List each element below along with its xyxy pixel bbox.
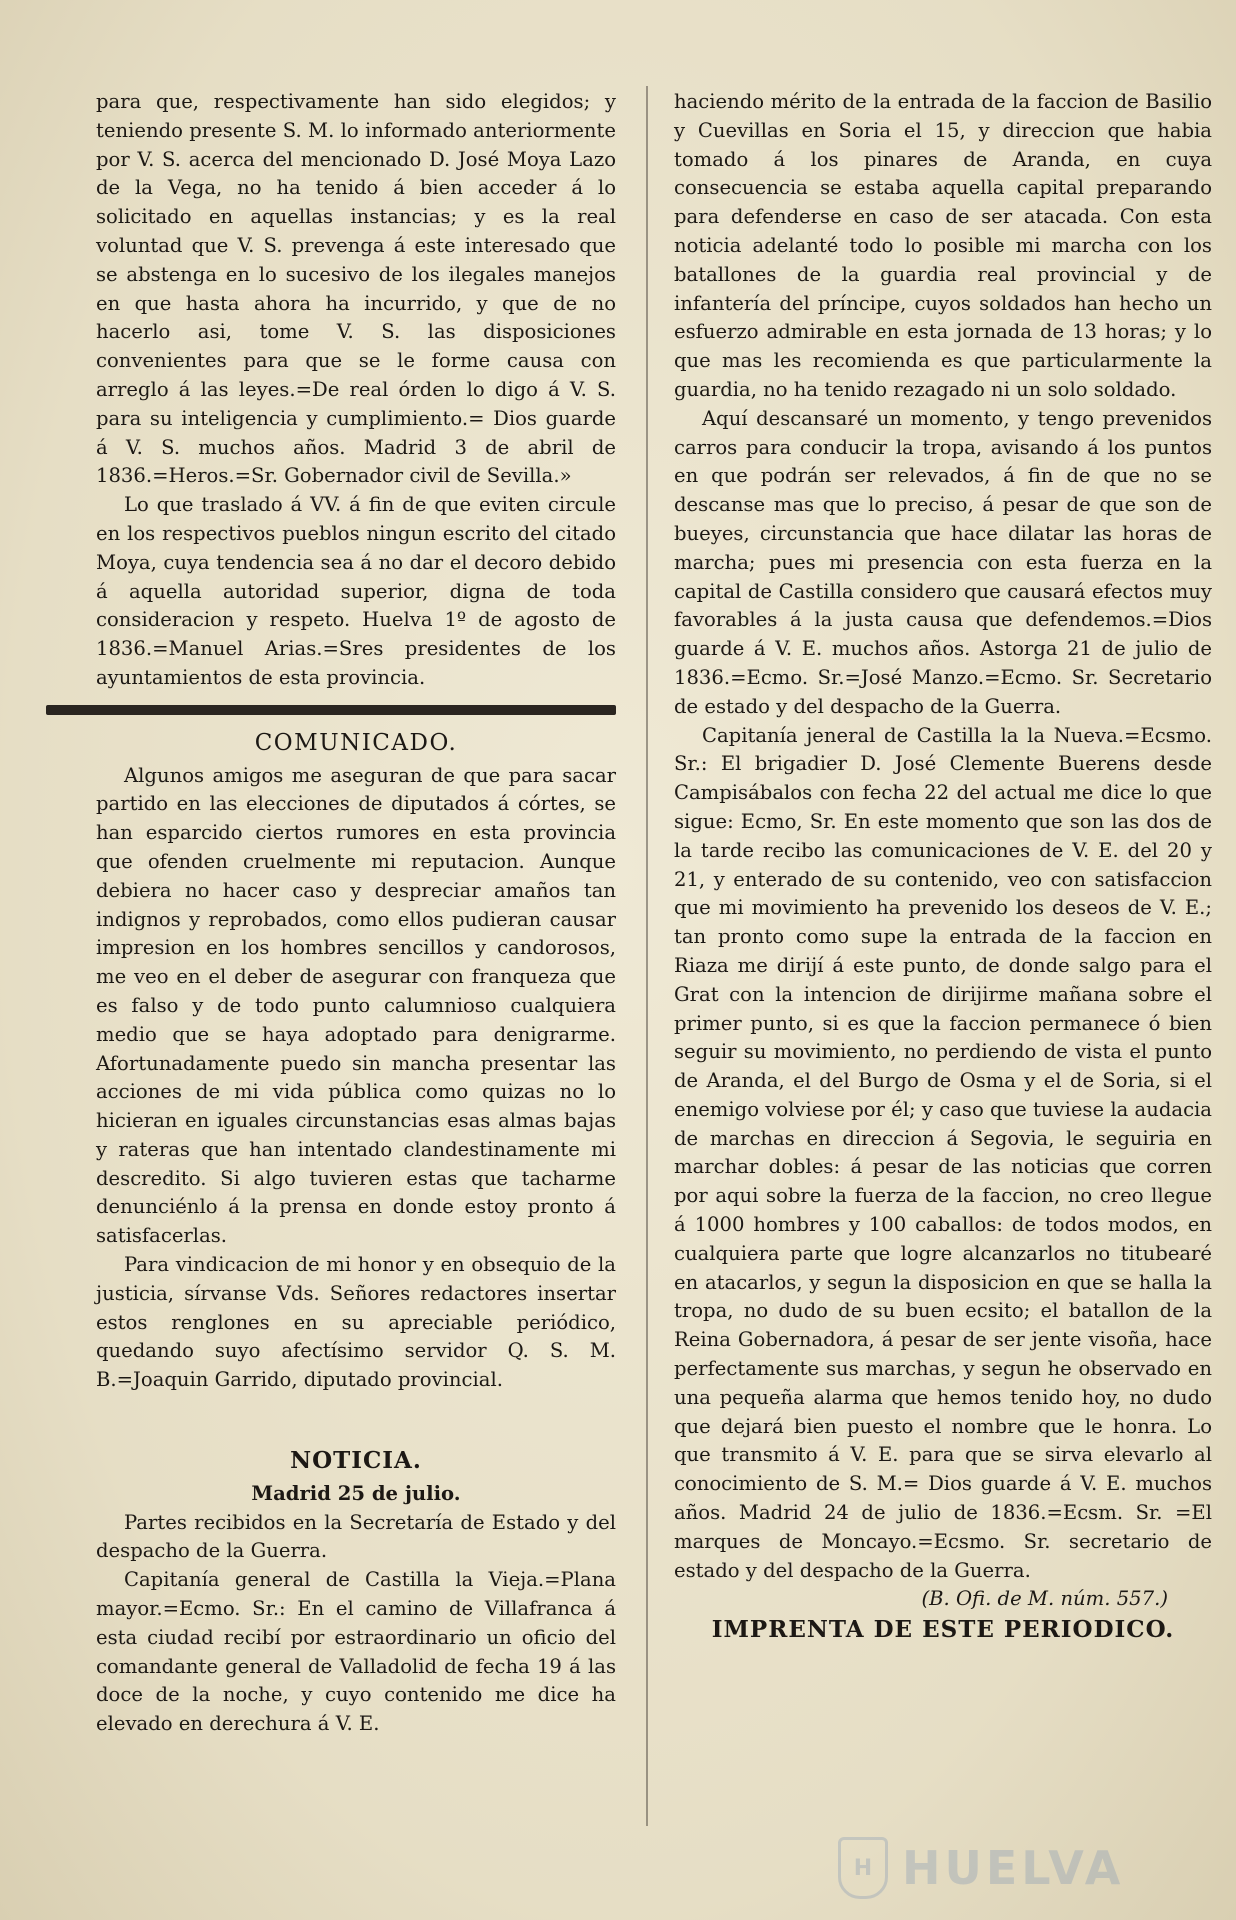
official-letter-text: para que, respectivamente han sido elegidos; y teniendo presente S. M. lo informado anteriormente por V. S. acerca del mencionado D. José Moya Lazo de la Vega, no ha tenido á bien acceder á lo solicitado en aquellas instancias; y es la real voluntad que V. S. prevenga á este interesado que se abstenga en lo sucesivo de los ilegales manejos en que hasta ahora ha incurrido, y que de no hacerlo asi, tome V. S. las disposiciones convenientes para que se le forme causa con arreglo á las leyes.=De real órden lo digo á V. S. para su inteligencia y cumplimiento.= Dios guarde á V. S. muchos años. Madrid 3 de abril de 1836.=Heros.=Sr. Gobernador civil de Sevilla.» [96,90,616,488]
noticia-dateline: Madrid 25 de julio. [251,1481,461,1505]
column-divider [646,86,648,1826]
noticia-intro: Partes recibidos en la Secretaría de Estado y del despacho de la Guerra. [96,1510,616,1563]
comunicado-closing: Para vindicacion de mi honor y en obsequio de la justicia, sírvanse Vds. Señores redactores insertar estos renglones en su apreciable periódico, quedando suyo afectísimo servidor Q. S. M. B.=Joaquin Garrido, diputado provincial. [96,1253,616,1392]
library-watermark [838,1836,1168,1900]
right-column [674,88,1212,1645]
imprint-line: IMPRENTA DE ESTE PERIODICO. [711,1616,1175,1644]
section-rule [46,705,616,715]
noticia-heading: NOTICIA. [290,1447,422,1475]
comunicado-heading: COMUNICADO. [254,729,458,756]
circular-text: Lo que traslado á VV. á fin de que eviten circule en los respectivos pueblos ningun escrito del citado Moya, cuya tendencia sea á no dar el decoro debido á aquella autoridad superior, digna de toda consideracion y respeto. Huelva 1º de agosto de 1836.=Manuel Arias.=Sres presidentes de los ayuntamientos de esta provincia. [96,493,616,689]
source-citation: (B. Ofi. de M. núm. 557.) [921,1587,1168,1611]
comunicado-body: Algunos amigos me aseguran de que para sacar partido en las elecciones de diputados á córtes, se han esparcido ciertos rumores en esta provincia que ofenden cruelmente mi reputacion. Aunque debiera no hacer caso y despreciar amaños tan indignos y reprobados, como ellos pudieran causar impresion en los hombres sencillos y candorosos, me veo en el deber de asegurar con franqueza que es falso y de todo punto calumnioso cualquiera medio que se haya adoptado para denigrarme. Afortunadamente puedo sin mancha presentar las acciones de mi vida pública como quizas no lo hicieran en iguales circunstancias esas almas bajas y rateras que han intentado clandestinamente mi descredito. Si algo tuvieren estas que tacharme denunciénlo á la prensa en donde estoy pronto á satisfacerlas. [96,763,616,1248]
left-column [96,88,616,1739]
report-nueva-castilla: Capitanía jeneral de Castilla la la Nueva.=Ecsmo. Sr.: El brigadier D. José Clemente Buerens desde Campisábalos con fecha 22 del actual me dice lo que sigue: Ecmo, Sr. En este momento que son las dos de la tarde recibo las comunicaciones de V. E. del 20 y 21, y enterado de su contenido, veo con satisfaccion que mi movimiento ha prevenido los deseos de V. E.; tan pronto como supe la entrada de la faccion en Riaza me dirijí á este punto, de donde salgo para el Grat con la intencion de dirijirme mañana sobre el primer punto, si es que la faccion permanece ó bien seguir su movimiento, no perdiendo de vista el punto de Aranda, el del Burgo de Osma y el de Soria, si el enemigo volviese por él; y caso que tuviese la audacia de marchas en direccion á Segovia, le seguiria en marchar dobles: á pesar de las noticias que corren por aqui sobre la fuerza de la faccion, no creo llegue á 1000 hombres y 100 caballos: de todos modos, en cualquiera parte que logre alcanzarlos no titubearé en atacarlos, y segun la disposicion en que se halla la tropa, no dudo de su buen ecsito; el batallon de la Reina Gobernadora, á pesar de ser jente visoña, hace perfectamente sus marchas, y segun he observado en una pequeña alarma que hemos tenido hoy, no dudo que dejará bien puesto el nombre que le honra. Lo que transmito á V. E. para que se sirva elevarlo al conocimiento de S. M.= Dios guarde á V. E. muchos años. Madrid 24 de julio de 1836.=Ecsm. Sr. =El marques de Moncayo.=Ecsmo. Sr. secretario de estado y del despacho de la Guerra. [674,723,1212,1582]
report-continuation: haciendo mérito de la entrada de la faccion de Basilio y Cuevillas en Soria el 15, y direccion que habia tomado á los pinares de Aranda, en cuya consecuencia se estaba aquella capital preparando para defenderse en caso de ser atacada. Con esta noticia adelanté todo lo posible mi marcha con los batallones de la guardia real provincial y de infantería del príncipe, cuyos soldados han hecho un esfuerzo admirable en esta jornada de 13 horas; y lo que mas les recomienda es que particularmente la guardia, no ha tenido rezagado ni un solo soldado. [674,90,1212,401]
watermark-text: HUELVA [902,1841,1125,1895]
shield-icon: H [838,1837,888,1899]
noticia-body: Capitanía general de Castilla la Vieja.=Plana mayor.=Ecmo. Sr.: En el camino de Villafranca á esta ciudad recibí por estraordinario un oficio del comandante general de Valladolid de fecha 19 á las doce de la noche, y cuyo contenido me dice ha elevado en derechura á V. E. [96,1568,616,1736]
report-second-paragraph: Aquí descansaré un momento, y tengo prevenidos carros para conducir la tropa, avisando á los puntos en que podrán ser relevados, á fin de que no se descanse mas que lo preciso, á pesar de que son de bueyes, circunstancia que hace dilatar las horas de marcha; pues mi presencia con esta fuerza en la capital de Castilla considero que causará efectos muy favorables á la justa causa que defendemos.=Dios guarde á V. E. muchos años. Astorga 21 de julio de 1836.=Ecmo. Sr.=José Manzo.=Ecmo. Sr. Secretario de estado y del despacho de la Guerra. [674,406,1212,718]
